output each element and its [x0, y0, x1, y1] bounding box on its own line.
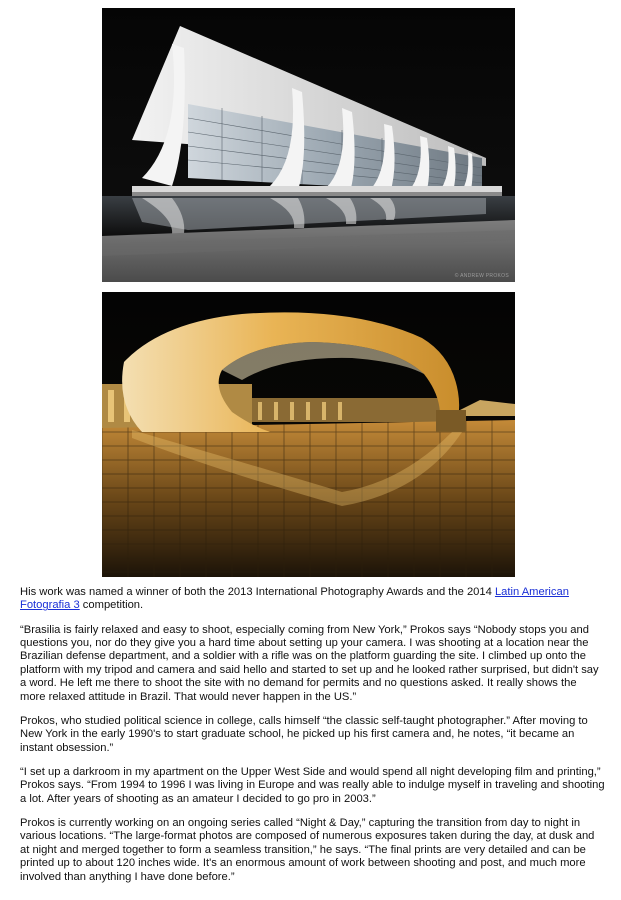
paragraph-awards: [20, 586, 605, 613]
awards-text: His work was named a winner of both the 2013 International Photography Awards and the 2014: [20, 586, 495, 598]
latin-american-fotografia-link[interactable]: Latin American Fotografia 3: [20, 586, 569, 612]
paragraph-self-taught: Prokos, who studied political science in college, calls himself “the classic self-taught photographer.” After moving to New York in the early 1990's to start graduate school, he picked up his first camera and, he notes, “it became an instant obsession.”: [20, 714, 588, 754]
paragraph-darkroom: “I set up a darkroom in my apartment on the Upper West Side and would spend all night developing film and printing,” Prokos says. “From 1994 to 1996 I was living in Europe and was really able to indulge myself in traveling and shooting a lot. After years of shooting as an amateur I decided to go pro in 2003.”: [20, 765, 605, 805]
paragraph-night-and-day: Prokos is currently working on an ongoing series called “Night & Day,” capturing the transition from day to night in various locations. “The large-format photos are composed of numerous exposures taken during the day, at dusk and at night and merged together to form a seamless transition,” he says. “The final prints are very detailed and can be printed up to about 120 inches wide. It's an enormous amount of work between shooting and post, and much more involved than anything I have done before.”: [20, 816, 595, 883]
awards-text-end: competition.: [79, 599, 144, 612]
photo-credit: © ANDREW PROKOS: [454, 273, 509, 279]
paragraph-brasilia-quote: “Brasilia is fairly relaxed and easy to shoot, especially coming from New York,” Prokos says “Nobody stops you and questions you, nor do they give you a hard time about setting up your camera. I was shooting at a location near the Brazilian defense department, and a soldier with a rifle was on the platform guarding the site. I climbed up onto the platform with my tripod and camera and said hello and started to set up and he looked rather surprised, but didn't say a word. He left me there to shoot the site with no demand for permits and no questions asked. It really shows the more relaxed attitude in Brazil. That would never happen in the US.”: [20, 623, 599, 703]
article-body: [20, 586, 605, 895]
curved-monument-night-photo: [102, 292, 515, 577]
palace-night-photo: [102, 8, 515, 282]
monument-illustration: [102, 292, 515, 577]
palace-illustration: [102, 8, 515, 282]
